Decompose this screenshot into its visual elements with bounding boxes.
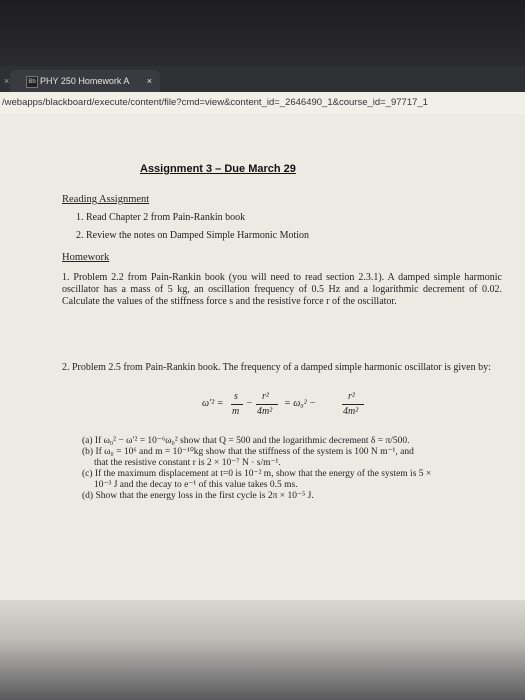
part-d: (d) Show that the energy loss in the first cycle is 2π × 10⁻⁵ J. — [82, 491, 314, 501]
reading-item: 1. Read Chapter 2 from Pain-Rankin book — [76, 212, 246, 223]
reading-heading: Reading Assignment — [62, 194, 150, 205]
screen-bezel — [0, 0, 525, 66]
formula-minus: − — [246, 398, 253, 409]
browser-tab-bar — [0, 66, 525, 92]
part-c-cont: 10⁻³ J and the decay to e⁻¹ of this value takes 0.5 ms. — [94, 480, 298, 490]
formula-lhs: ω′² = — [202, 398, 224, 409]
part-b: (b) If ω₀ = 10⁶ and m = 10⁻¹⁰kg show that the stiffness of the system is 100 N m⁻¹, and — [82, 447, 414, 457]
formula-r2: r² — [262, 391, 269, 402]
part-a: (a) If ω₀² − ω′² = 10⁻⁶ω₀² show that Q = 500 and the logarithmic decrement δ = π/500. — [82, 436, 410, 446]
problem-2-parts — [82, 436, 502, 502]
screen-bottom — [0, 600, 525, 700]
formula-eq2: = ω₀² − — [284, 398, 317, 409]
url-text[interactable]: /webapps/blackboard/execute/content/file?cmd=view&content_id=_2646490_1&course_id=_97717_1 — [2, 97, 428, 108]
formula-m: m — [232, 406, 240, 417]
frequency-formula — [202, 389, 402, 421]
fraction-bar — [231, 404, 243, 405]
tab-close-icon[interactable]: × — [146, 76, 152, 86]
fraction-bar — [342, 404, 364, 405]
address-bar[interactable] — [0, 92, 525, 115]
formula-den: 4m² — [343, 406, 359, 417]
tab-title: PHY 250 Homework A — [40, 76, 130, 86]
part-c: (c) If the maximum displacement at t=0 is 10⁻² m, show that the energy of the system is 5 × — [82, 469, 432, 479]
problem-2: 2. Problem 2.5 from Pain-Rankin book. The frequency of a damped simple harmonic oscillator is given by: — [62, 362, 491, 373]
document-viewer — [0, 114, 525, 600]
blackboard-favicon-icon: Bb — [26, 76, 38, 88]
page-title: Assignment 3 – Due March 29 — [140, 163, 296, 175]
prev-tab-close-icon[interactable]: × — [4, 76, 10, 86]
fraction-bar — [256, 404, 278, 405]
homework-heading: Homework — [62, 252, 110, 263]
part-b-cont: that the resistive constant r is 2 × 10⁻⁷ N · s/m⁻¹. — [94, 458, 281, 468]
reading-item: 2. Review the notes on Damped Simple Harmonic Motion — [76, 230, 310, 241]
formula-r2: r² — [348, 391, 355, 402]
problem-1: 1. Problem 2.2 from Pain-Rankin book (you will need to read section 2.3.1). A damped simple harmonic oscillator has a mass of 5 kg, an oscillation frequency of 0.5 Hz and a logarithmic decrement of 0.02. Calculate the values of the stiffness force s and the resistive force r of the oscillator. — [62, 272, 502, 307]
formula-s: s — [234, 391, 238, 402]
formula-den: 4m² — [257, 406, 273, 417]
browser-tab[interactable] — [4, 70, 160, 92]
